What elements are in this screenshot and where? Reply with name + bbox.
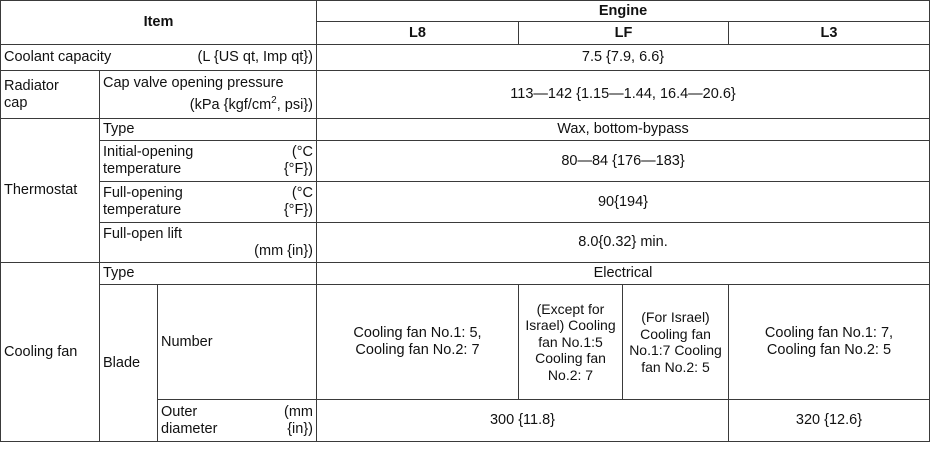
thermostat-type-value: Wax, bottom-bypass (317, 119, 930, 141)
cap-valve-value: 113—142 {1.15—1.44, 16.4—20.6} (317, 71, 930, 119)
outer-diameter-l3-value: 320 {12.6} (729, 400, 930, 442)
full-opening-unit: (°C {°F}) (283, 185, 313, 218)
outer-diameter-label: Outer diameter (161, 403, 218, 437)
coolant-capacity-value: 7.5 {7.9, 6.6} (317, 45, 930, 71)
cap-valve-unit: (kPa {$kgf/cm^2$, psi}) (189, 95, 313, 113)
cap-valve-cell (100, 71, 317, 119)
coolant-capacity-label: Coolant capacity (4, 49, 112, 65)
l8-fan-number: Cooling fan No.1: 5, Cooling fan No.2: 7 (317, 285, 519, 400)
engine-lf-header: LF (519, 22, 729, 45)
full-opening-cell (100, 182, 317, 223)
fan-type-label: Type (100, 263, 317, 285)
outer-diameter-l8-lf-value: 300 {11.8} (317, 400, 729, 442)
coolant-capacity-unit: (L {US qt, Imp qt}) (197, 49, 313, 65)
l3-fan-number: Cooling fan No.1: 7, Cooling fan No.2: 5 (729, 285, 930, 400)
initial-opening-cell (100, 141, 317, 182)
blade-label: Blade (100, 285, 158, 442)
full-open-lift-cell (100, 223, 317, 263)
full-opening-value: 90{194} (317, 182, 930, 223)
cap-valve-label: Cap valve opening pressure (103, 75, 284, 92)
radiator-cap-group: Radiator cap (1, 71, 100, 119)
coolant-capacity-cell (1, 45, 317, 71)
thermostat-type-label: Type (100, 119, 317, 141)
full-open-lift-value: 8.0{0.32} min. (317, 223, 930, 263)
engine-l3-header: L3 (729, 22, 930, 45)
outer-diameter-cell (158, 400, 317, 442)
full-open-lift-unit: (mm {in}) (254, 242, 313, 259)
engine-header: Engine (317, 1, 930, 22)
fan-type-value: Electrical (317, 263, 930, 285)
lf-fan-number-israel: (For Israel) Cooling fan No.1:7 Cooling fan No.2: 5 (623, 285, 729, 400)
initial-opening-label: Initial-opening temperature (103, 144, 194, 177)
cooling-fan-group: Cooling fan (1, 263, 100, 442)
engine-l8-header: L8 (317, 22, 519, 45)
outer-diameter-unit: (mm {in}) (284, 403, 313, 437)
initial-opening-value: 80—84 {176—183} (317, 141, 930, 182)
initial-opening-unit: (°C {°F}) (283, 144, 313, 177)
item-header: Item (1, 1, 317, 45)
lf-fan-number-except-israel: (Except for Israel) Cooling fan No.1:5 Cooling fan No.2: 7 (519, 285, 623, 400)
thermostat-group: Thermostat (1, 119, 100, 263)
full-opening-label: Full-opening temperature (103, 185, 183, 218)
full-open-lift-label: Full-open lift (103, 225, 182, 242)
number-label: Number (158, 285, 317, 400)
